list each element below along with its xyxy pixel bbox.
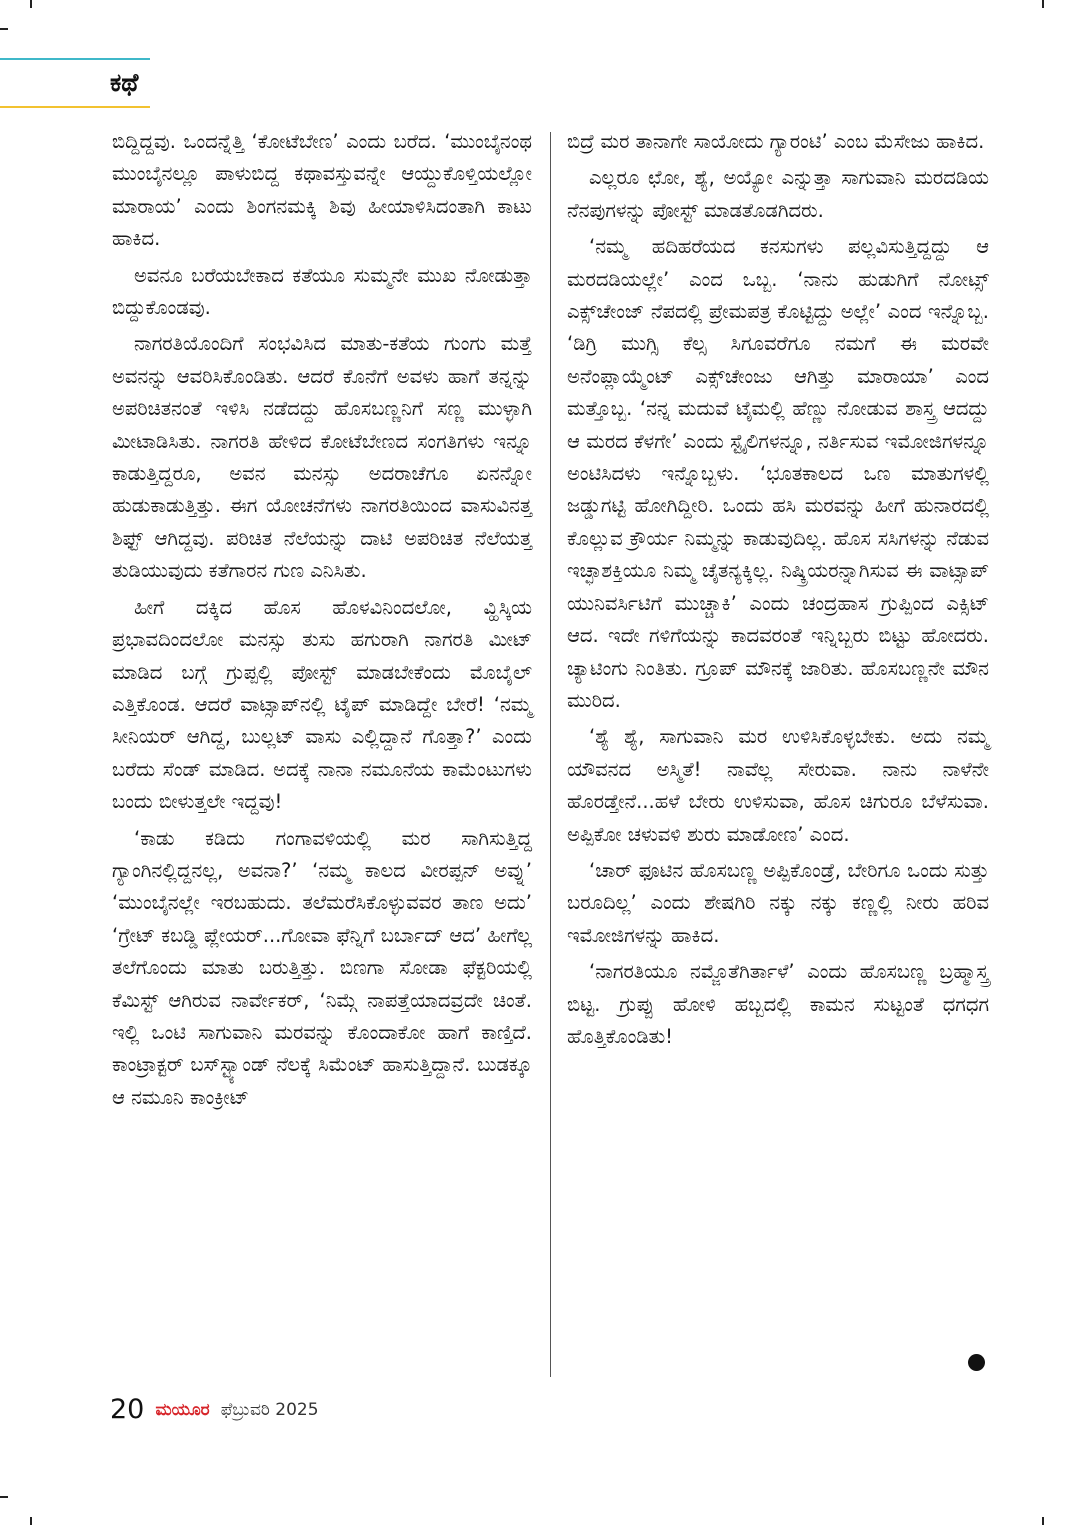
paragraph: ‘ನಮ್ಮ ಹದಿಹರೆಯದ ಕನಸುಗಳು ಪಲ್ಲವಿಸುತ್ತಿದ್ದದ್ದು ಆ ಮರದಡಿಯಲ್ಲೇ’ ಎಂದ ಒಬ್ಬ. ‘ನಾನು ಹುಡುಗಿಗೆ ನೋಟ್ಸ್ ಎಕ್ಸ್‌ಚೇಂಜ್ ನೆಪದಲ್ಲಿ ಪ್ರೇಮಪತ್ರ ಕೊಟ್ಟಿದ್ದು ಅಲ್ಲೇ’ ಎಂದ ಇನ್ನೊಬ್ಬ. ‘ಡಿಗ್ರಿ ಮುಗ್ಸಿ ಕೆಲ್ಸ ಸಿಗೂವರೆಗೂ ನಮಗೆ ಈ ಮರವೇ ಅನೆಂಪ್ಲಾಯ್ಮೆಂಟ್ ಎಕ್ಸ್‌ಚೇಂಜು ಆಗಿತ್ತು ಮಾರಾಯಾ’ ಎಂದ ಮತ್ತೊಬ್ಬ. ‘ನನ್ನ ಮದುವೆ ಟೈಮಲ್ಲಿ ಹೆಣ್ಣು ನೋಡುವ ಶಾಸ್ತ್ರ ಆದದ್ದು ಆ ಮರದ ಕೆಳಗೇ’ ಎಂದು ಸ್ಟೈಲಿಗಳನ್ನೂ, ನರ್ತಿಸುವ ಇಮೋಜಿಗಳನ್ನೂ ಅಂಟಿಸಿದಳು ಇನ್ನೊಬ್ಬಳು. ‘ಭೂತಕಾಲದ ಒಣ ಮಾತುಗಳಲ್ಲಿ ಜಡ್ಡುಗಟ್ಟಿ ಹೋಗಿದ್ದೀರಿ. ಒಂದು ಹಸಿ ಮರವನ್ನು ಹೀಗೆ ಹುನಾರದಲ್ಲಿ ಕೊಲ್ಲುವ ಕ್ರೌರ್ಯ ನಿಮ್ಮನ್ನು ಕಾಡುವುದಿಲ್ಲ. ಹೊಸ ಸಸಿಗಳನ್ನು ನೆಡುವ ಇಚ್ಛಾಶಕ್ತಿಯೂ ನಿಮ್ಮ ಚೈತನ್ಯಕ್ಕಿಲ್ಲ. ನಿಷ್ಕ್ರಿಯರನ್ನಾಗಿಸುವ ಈ ವಾಟ್ಸಾಪ್ ಯುನಿವರ್ಸಿಟಿಗೆ ಮುಚ್ಚಾಕಿ’ ಎಂದು ಚಂದ್ರಹಾಸ ಗ್ರುಪ್ಪಿಂದ ಎಕ್ಸಿಟ್ ಆದ. ಇದೇ ಗಳಿಗೆಯನ್ನು ಕಾದವರಂತೆ ಇನ್ನಿಬ್ಬರು ಬಿಟ್ಟು ಹೋದರು. ಚ್ಯಾಟಿಂಗು ನಿಂತಿತು. ಗ್ರೂಪ್ ಮೌನಕ್ಕೆ ಜಾರಿತು. ಹೊಸಬಣ್ಣನೇ ಮೌನ ಮುರಿದ. bbox=[567, 235, 989, 712]
section-header bbox=[0, 58, 150, 108]
crop-mark-bottom-right bbox=[1042, 1517, 1044, 1525]
end-of-story-bullet-icon bbox=[968, 1354, 985, 1371]
magazine-logo: ಮಯೂರ bbox=[155, 1399, 210, 1420]
page-number: 20 bbox=[110, 1394, 145, 1425]
paragraph: ‘ಚಾರ್ ಫೂಟಿನ ಹೊಸಬಣ್ಣ ಅಪ್ಪಿಕೊಂಡ್ರೆ, ಬೇರಿಗೂ ಒಂದು ಸುತ್ತು ಬರೂದಿಲ್ಲ’ ಎಂದು ಶೇಷಗಿರಿ ನಕ್ಕು ನಕ್ಕು ಕಣ್ಣಲ್ಲಿ ನೀರು ಹರಿವ ಇಮೋಜಿಗಳನ್ನು ಹಾಕಿದ. bbox=[567, 858, 989, 947]
crop-mark-left-top bbox=[0, 28, 8, 30]
right-column bbox=[567, 126, 989, 1057]
paragraph: ಅವನೂ ಬರೆಯಬೇಕಾದ ಕತೆಯೂ ಸುಮ್ಮನೇ ಮುಖ ನೋಡುತ್ತಾ ಬಿದ್ದುಕೊಂಡವು. bbox=[112, 263, 532, 320]
paragraph: ಬಿದ್ರೆ ಮರ ತಾನಾಗೇ ಸಾಯೋದು ಗ್ಯಾರಂಟಿ’ ಎಂಬ ಮೆಸೇಜು ಹಾಕಿದ. bbox=[567, 130, 985, 153]
column-divider bbox=[550, 132, 551, 1377]
left-column bbox=[112, 126, 532, 1118]
crop-mark-top-right bbox=[1042, 0, 1044, 8]
paragraph: ಎಲ್ಲರೂ ಛೋ, ಶ್ಯೆ, ಅಯ್ಯೋ ಎನ್ನುತ್ತಾ ಸಾಗುವಾನಿ ಮರದಡಿಯ ನೆನಪುಗಳನ್ನು ಪೋಸ್ಟ್ ಮಾಡತೊಡಗಿದರು. bbox=[567, 166, 989, 222]
crop-mark-left-bottom bbox=[0, 1496, 8, 1498]
section-rule-gold bbox=[0, 106, 150, 108]
paragraph: ನಾಗರತಿಯೊಂದಿಗೆ ಸಂಭವಿಸಿದ ಮಾತು-ಕತೆಯ ಗುಂಗು ಮತ್ತೆ ಅವನನ್ನು ಆವರಿಸಿಕೊಂಡಿತು. ಆದರೆ ಕೊನೆಗೆ ಅವಳು ಹಾಗೆ ತನ್ನನ್ನು ಅಪರಿಚಿತನಂತೆ ಇಳಿಸಿ ನಡೆದದ್ದು ಹೊಸಬಣ್ಣನಿಗೆ ಸಣ್ಣ ಮುಳ್ಳಾಗಿ ಮೀಟಾಡಿಸಿತು. ನಾಗರತಿ ಹೇಳಿದ ಕೋಟೆಬೇಣದ ಸಂಗತಿಗಳು ಇನ್ನೂ ಕಾಡುತ್ತಿದ್ದರೂ, ಅವನ ಮನಸ್ಸು ಅದರಾಚೆಗೂ ಏನನ್ನೋ ಹುಡುಕಾಡುತ್ತಿತ್ತು. ಈಗ ಯೋಚನೆಗಳು ನಾಗರತಿಯಿಂದ ವಾಸುವಿನತ್ತ ಶಿಫ್ಟ್ ಆಗಿದ್ದವು. ಪರಿಚಿತ ನೆಲೆಯನ್ನು ದಾಟಿ ಅಪರಿಚಿತ ನೆಲೆಯತ್ತ ತುಡಿಯುವುದು ಕತೆಗಾರನ ಗುಣ ಎನಿಸಿತು. bbox=[112, 332, 532, 583]
paragraph: ಹೀಗೆ ದಕ್ಕಿದ ಹೊಸ ಹೊಳವಿನಿಂದಲೋ, ವ್ಹಿಸ್ಕಿಯ ಪ್ರಭಾವದಿಂದಲೋ ಮನಸ್ಸು ತುಸು ಹಗುರಾಗಿ ನಾಗರತಿ ಮೀಟ್ ಮಾಡಿದ ಬಗ್ಗೆ ಗ್ರುಪ್ಪಲ್ಲಿ ಪೋಸ್ಟ್ ಮಾಡಬೇಕೆಂದು ಮೊಬೈಲ್ ಎತ್ತಿಕೊಂಡ. ಆದರೆ ವಾಟ್ಸಾಪ್‌ನಲ್ಲಿ ಟೈಪ್ ಮಾಡಿದ್ದೇ ಬೇರೆ! ‘ನಮ್ಮ ಸೀನಿಯರ್ ಆಗಿದ್ದ, ಬುಲ್ಲಟ್ ವಾಸು ಎಲ್ಲಿದ್ದಾನೆ ಗೊತ್ತಾ?’ ಎಂದು ಬರೆದು ಸೆಂಡ್ ಮಾಡಿದ. ಅದಕ್ಕೆ ನಾನಾ ನಮೂನೆಯ ಕಾಮೆಂಟುಗಳು ಬಂದು ಬೀಳುತ್ತಲೇ ಇದ್ದವು! bbox=[112, 595, 532, 814]
paragraph: ‘ಕಾಡು ಕಡಿದು ಗಂಗಾವಳಿಯಲ್ಲಿ ಮರ ಸಾಗಿಸುತ್ತಿದ್ದ ಗ್ಯಾಂಗಿನಲ್ಲಿದ್ದನಲ್ಲ, ಅವನಾ?’ ‘ನಮ್ಮ ಕಾಲದ ವೀರಪ್ಪನ್ ಅವ್ನು’ ‘ಮುಂಬೈನಲ್ಲೇ ಇರಬಹುದು. ತಲೆಮರೆಸಿಕೊಳ್ಳುವವರ ತಾಣ ಅದು’ ‘ಗ್ರೇಟ್ ಕಬಡ್ಡಿ ಪ್ಲೇಯರ್...ಗೋವಾ ಫೆನ್ನಿಗೆ ಬರ್ಬಾದ್ ಆದ’ ಹೀಗೆಲ್ಲ ತಲೆಗೊಂದು ಮಾತು ಬರುತ್ತಿತ್ತು. ಬಿಣಗಾ ಸೋಡಾ ಫೆಕ್ಟರಿಯಲ್ಲಿ ಕೆಮಿಸ್ಟ್ ಆಗಿರುವ ನಾರ್ವೇಕರ್, ‘ನಿಮ್ಗೆ ನಾಪತ್ತೆಯಾದವ್ರದೇ ಚಿಂತೆ. ಇಲ್ಲಿ ಒಂಟಿ ಸಾಗುವಾನಿ ಮರವನ್ನು ಕೊಂದಾಕೋ ಹಾಗೆ ಕಾಣ್ತಿದೆ. ಕಾಂಟ್ರಾಕ್ಟರ್ ಬಸ್‌ಸ್ಟ್ಯಾಂಡ್ ನೆಲಕ್ಕೆ ಸಿಮೆಂಟ್ ಹಾಸುತ್ತಿದ್ದಾನೆ. ಬುಡಕ್ಕೂ ಆ ನಮೂನಿ ಕಾಂಕ್ರೀಟ್ bbox=[112, 826, 532, 1109]
section-rule-teal bbox=[0, 58, 150, 60]
crop-mark-bottom-left bbox=[30, 1517, 32, 1525]
issue-date: ಫೆಬ್ರುವರಿ 2025 bbox=[220, 1399, 319, 1420]
section-label: ಕಥೆ bbox=[110, 68, 139, 97]
paragraph: ಬಿದ್ದಿದ್ದವು. ಒಂದನ್ನೆತ್ತಿ ‘ಕೋಟೆಬೇಣ’ ಎಂದು ಬರೆದ. ‘ಮುಂಬೈನಂಥ ಮುಂಬೈನಲ್ಲೂ ಪಾಳುಬಿದ್ದ ಕಥಾವಸ್ತುವನ್ನೇ ಆಯ್ದುಕೊಳ್ತಿಯಲ್ಲೋ ಮಾರಾಯ’ ಎಂದು ಶಿಂಗನಮಕ್ಕಿ ಶಿವು ಹೀಯಾಳಿಸಿದಂತಾಗಿ ಕಾಟು ಹಾಕಿದ. bbox=[112, 130, 532, 251]
paragraph: ‘ನಾಗರತಿಯೂ ನಮ್ಜೊತೆಗಿರ್ತಾಳೆ’ ಎಂದು ಹೊಸಬಣ್ಣ ಬ್ರಹ್ಮಾಸ್ತ್ರ ಬಿಟ್ಟ. ಗ್ರುಪ್ಪು ಹೋಳಿ ಹಬ್ಬದಲ್ಲಿ ಕಾಮನ ಸುಟ್ಟಂತೆ ಧಗಧಗ ಹೊತ್ತಿಕೊಂಡಿತು! bbox=[567, 960, 989, 1048]
page-footer bbox=[110, 1394, 319, 1434]
crop-mark-top-left bbox=[30, 0, 32, 8]
paragraph: ‘ಶ್ಯೆ ಶ್ಯೆ, ಸಾಗುವಾನಿ ಮರ ಉಳಿಸಿಕೊಳ್ಳಬೇಕು. ಅದು ನಮ್ಮ ಯೌವನದ ಅಸ್ಮಿತೆ! ನಾವೆಲ್ಲ ಸೇರುವಾ. ನಾನು ನಾಳೆನೇ ಹೊರಡ್ತೇನೆ...ಹಳೆ ಬೇರು ಉಳಿಸುವಾ, ಹೊಸ ಚಿಗುರೂ ಬೆಳೆಸುವಾ. ಅಪ್ಪಿಕೋ ಚಳುವಳಿ ಶುರು ಮಾಡೋಣ’ ಎಂದ. bbox=[567, 725, 989, 846]
